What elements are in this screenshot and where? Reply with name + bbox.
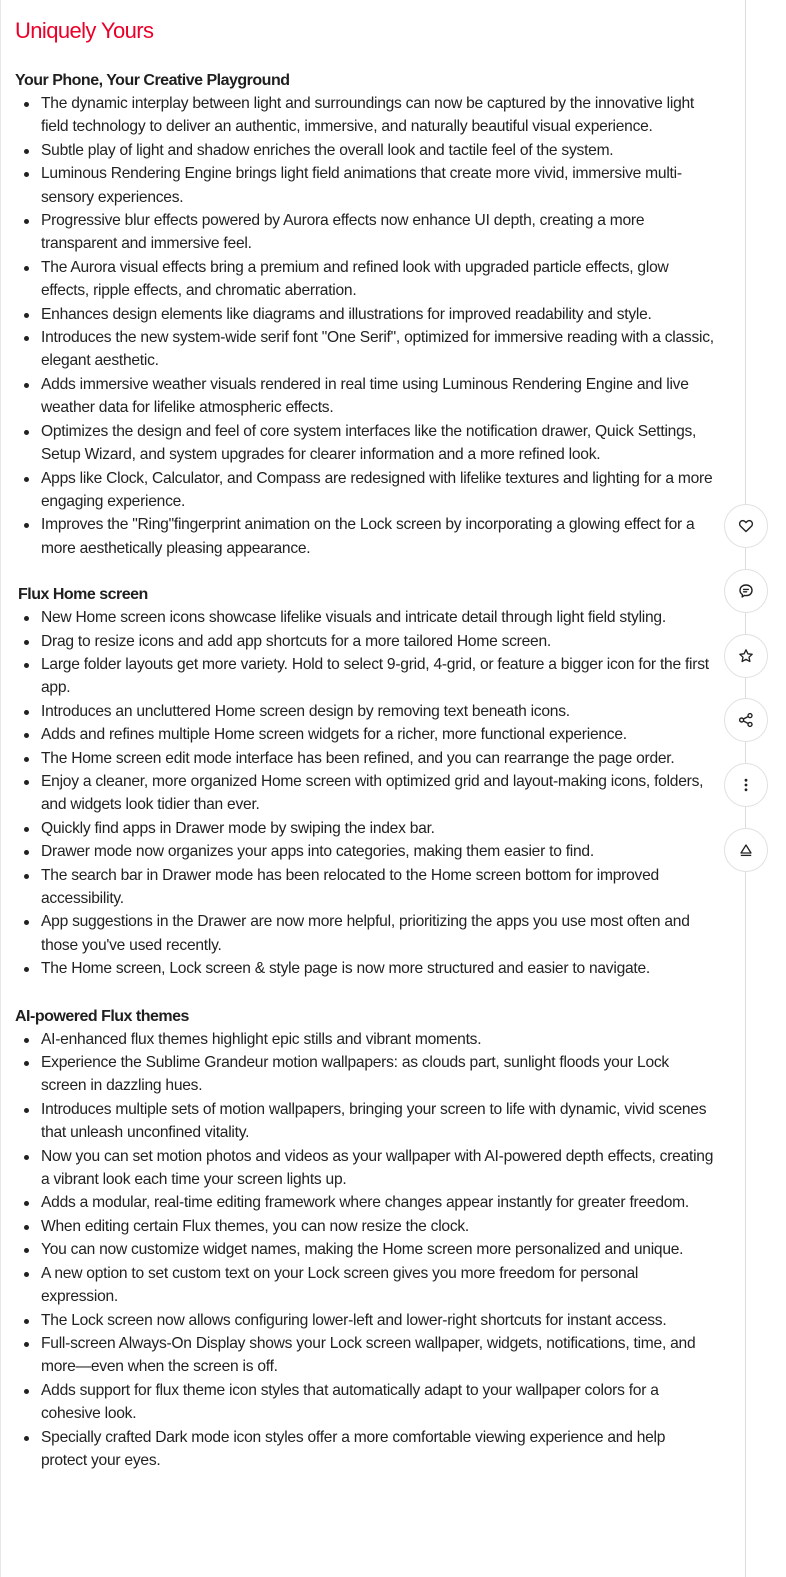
list-item: Introduces the new system-wide serif font "One Serif", optimized for immersive reading with a classic, elegant aesthetic. bbox=[41, 326, 715, 373]
list-item: Enhances design elements like diagrams and illustrations for improved readability and style. bbox=[41, 303, 715, 326]
star-icon bbox=[738, 648, 754, 664]
list-item: Adds a modular, real-time editing framework where changes appear instantly for greater freedom. bbox=[41, 1191, 715, 1214]
list-item: App suggestions in the Drawer are now more helpful, prioritizing the apps you use most often and those you've used recently. bbox=[41, 910, 715, 957]
list-item: When editing certain Flux themes, you can now resize the clock. bbox=[41, 1215, 715, 1238]
scroll-to-top-button[interactable] bbox=[724, 828, 768, 872]
list-item: Improves the "Ring"fingerprint animation on the Lock screen by incorporating a glowing effect for a more aesthetically pleasing appearance. bbox=[41, 513, 715, 560]
list-item: You can now customize widget names, making the Home screen more personalized and unique. bbox=[41, 1238, 715, 1261]
list-item: Introduces multiple sets of motion wallpapers, bringing your screen to life with dynamic, vivid scenes that unleash unconfined vitality. bbox=[41, 1098, 715, 1145]
share-button[interactable] bbox=[724, 698, 768, 742]
list-item: Subtle play of light and shadow enriches the overall look and tactile feel of the system. bbox=[41, 139, 715, 162]
list-item: Introduces an uncluttered Home screen design by removing text beneath icons. bbox=[41, 700, 715, 723]
list-item: Large folder layouts get more variety. Hold to select 9-grid, 4-grid, or feature a bigger icon for the first app. bbox=[41, 653, 715, 700]
list-item: Drawer mode now organizes your apps into categories, making them easier to find. bbox=[41, 840, 715, 863]
list-item: The search bar in Drawer mode has been relocated to the Home screen bottom for improved accessibility. bbox=[41, 864, 715, 911]
comment-icon bbox=[738, 583, 754, 599]
page-title: Uniquely Yours bbox=[15, 18, 154, 43]
list-item: The Lock screen now allows configuring lower-left and lower-right shortcuts for instant access. bbox=[41, 1309, 715, 1332]
list-item: Quickly find apps in Drawer mode by swiping the index bar. bbox=[41, 817, 715, 840]
list-item: Enjoy a cleaner, more organized Home screen with optimized grid and layout-making icons, folders, and widgets look tidier than ever. bbox=[41, 770, 715, 817]
list-item: Progressive blur effects powered by Aurora effects now enhance UI depth, creating a more transparent and immersive feel. bbox=[41, 209, 715, 256]
list-item: The dynamic interplay between light and surroundings can now be captured by the innovative light field technology to deliver an authentic, immersive, and naturally beautiful visual experience. bbox=[41, 92, 715, 139]
section-title-flux-home-screen: Flux Home screen bbox=[18, 586, 148, 604]
more-vertical-icon bbox=[738, 777, 754, 793]
section-list-ai-flux-themes bbox=[15, 1028, 715, 1473]
list-item: Adds immersive weather visuals rendered in real time using Luminous Rendering Engine and live weather data for lifelike atmospheric effects. bbox=[41, 373, 715, 420]
list-item: Specially crafted Dark mode icon styles offer a more comfortable viewing experience and help protect your eyes. bbox=[41, 1426, 715, 1473]
section-title-ai-flux-themes: AI-powered Flux themes bbox=[15, 1007, 189, 1025]
list-item: Adds support for flux theme icon styles that automatically adapt to your wallpaper colors for a cohesive look. bbox=[41, 1379, 715, 1426]
list-item: New Home screen icons showcase lifelike visuals and intricate detail through light field styling. bbox=[41, 606, 715, 629]
section-list-flux-home-screen bbox=[15, 606, 715, 981]
list-item: Drag to resize icons and add app shortcuts for a more tailored Home screen. bbox=[41, 630, 715, 653]
list-item: Experience the Sublime Grandeur motion wallpapers: as clouds part, sunlight floods your Lock screen in dazzling hues. bbox=[41, 1051, 715, 1098]
list-item: The Home screen edit mode interface has been refined, and you can rearrange the page order. bbox=[41, 747, 715, 770]
article-content bbox=[15, 14, 715, 1472]
favorite-button[interactable] bbox=[724, 634, 768, 678]
list-item: Adds and refines multiple Home screen widgets for a richer, more functional experience. bbox=[41, 723, 715, 746]
list-item: Full-screen Always-On Display shows your Lock screen wallpaper, widgets, notifications, time, and more—even when the screen is off. bbox=[41, 1332, 715, 1379]
list-item: Optimizes the design and feel of core system interfaces like the notification drawer, Quick Settings, Setup Wizard, and system upgrades for clearer information and a more refined look. bbox=[41, 420, 715, 467]
list-item: Luminous Rendering Engine brings light field animations that create more vivid, immersive multi-sensory experiences. bbox=[41, 162, 715, 209]
list-item: Apps like Clock, Calculator, and Compass are redesigned with lifelike textures and lighting for a more engaging experience. bbox=[41, 467, 715, 514]
share-icon bbox=[738, 712, 754, 728]
scroll-top-icon bbox=[738, 842, 754, 858]
like-button[interactable] bbox=[724, 504, 768, 548]
comment-button[interactable] bbox=[724, 569, 768, 613]
left-border bbox=[0, 0, 1, 1577]
list-item: AI-enhanced flux themes highlight epic stills and vibrant moments. bbox=[41, 1028, 715, 1051]
section-list-creative-playground bbox=[15, 92, 715, 560]
list-item: The Home screen, Lock screen & style page is now more structured and easier to navigate. bbox=[41, 957, 715, 980]
list-item: The Aurora visual effects bring a premium and refined look with upgraded particle effects, glow effects, ripple effects, and chromatic aberration. bbox=[41, 256, 715, 303]
list-item: A new option to set custom text on your Lock screen gives you more freedom for personal expression. bbox=[41, 1262, 715, 1309]
heart-icon bbox=[738, 518, 754, 534]
more-options-button[interactable] bbox=[724, 763, 768, 807]
list-item: Now you can set motion photos and videos as your wallpaper with AI-powered depth effects, creating a vibrant look each time your screen lights up. bbox=[41, 1145, 715, 1192]
section-title-creative-playground: Your Phone, Your Creative Playground bbox=[15, 72, 290, 89]
